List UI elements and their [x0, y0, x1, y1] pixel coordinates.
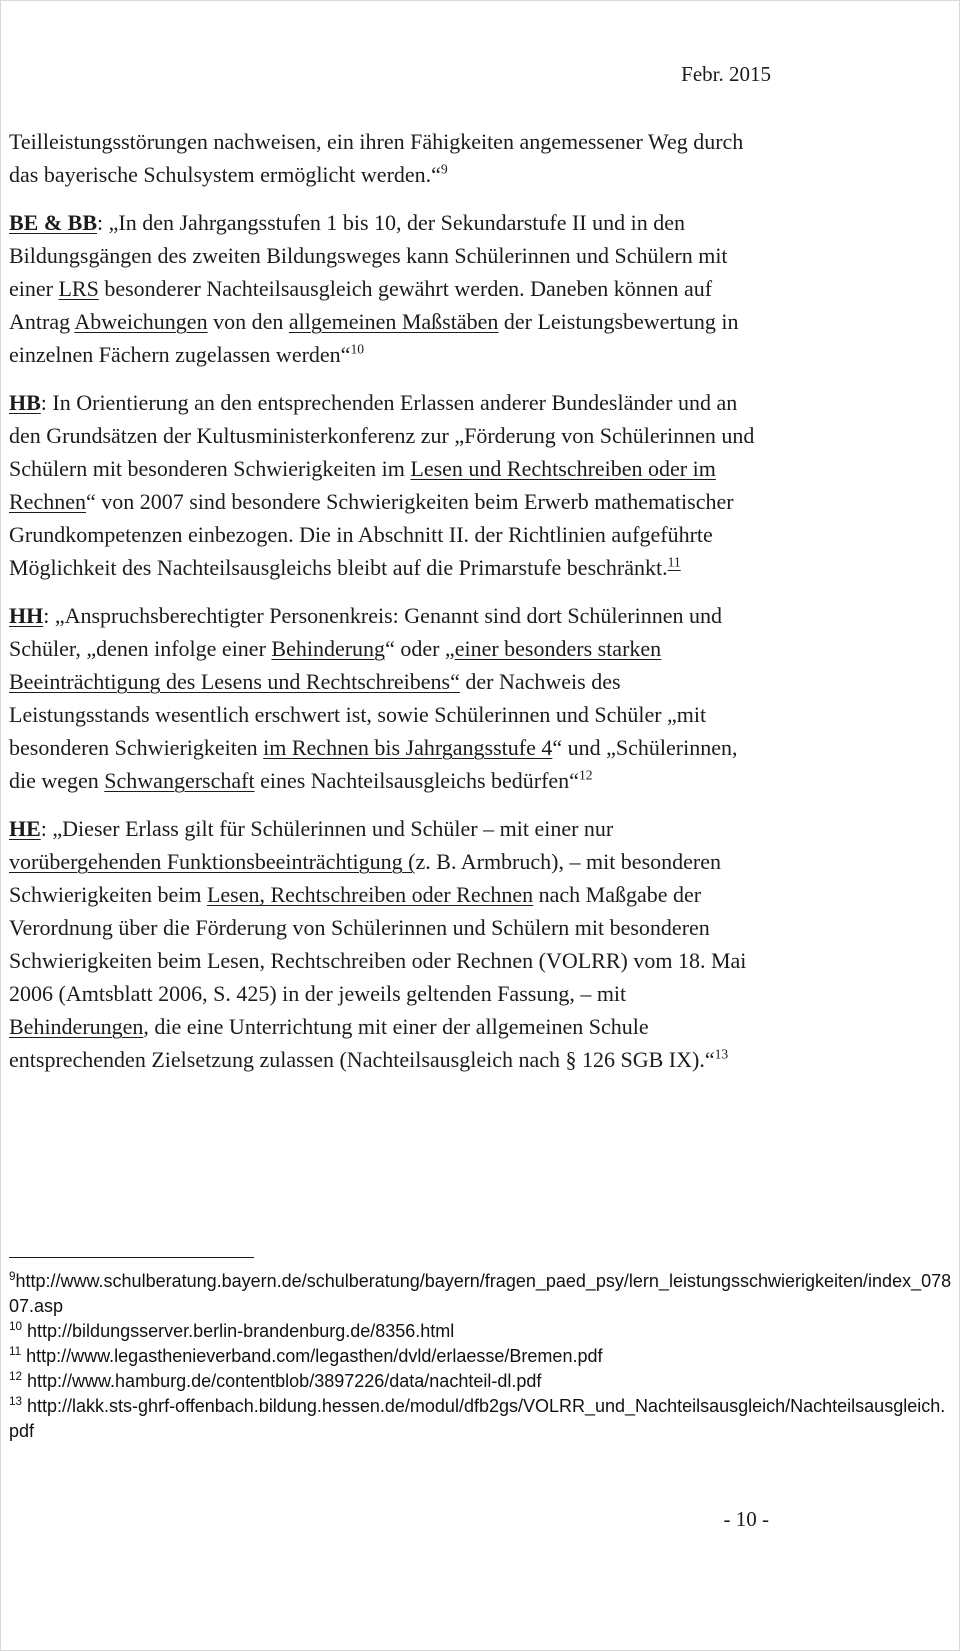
text-segment: eines Nachteilsausgleichs bedürfen“: [254, 768, 579, 793]
text-segment: nach Maßgabe der Verordnung über die Förderung von Schülerinnen und Schülern mit besonderen Schwierigkeiten beim Lesen, Rechtschreiben oder Rechnen (VOLRR) vom 18. Mai 2006 (Amtsblatt 2006, S. 425) in der jeweils geltenden Fassung, – mit: [9, 882, 747, 1006]
footnote-marker: 9: [9, 1270, 16, 1283]
text-segment: , die eine Unterrichtung mit einer der allgemeinen Schule entsprechenden Zielsetzung zulassen (Nachteilsausgleich nach § 126 SGB IX).“: [9, 1014, 715, 1072]
paragraph: [9, 125, 759, 191]
footnote: [9, 1269, 953, 1319]
text-segment: besonderer Nachteilsausgleich gewährt werden. Daneben können auf Antrag: [9, 276, 713, 334]
text-segment: z. B. Armbruch), – mit besonderen Schwierigkeiten beim: [9, 849, 721, 907]
footnote: [9, 1394, 953, 1444]
text-segment: Lesen und Rechtschreiben oder im Rechnen: [9, 456, 716, 514]
text-segment: von den: [207, 309, 289, 334]
text-segment: HE: [9, 816, 41, 841]
text-segment: Abweichungen: [74, 309, 208, 334]
footnote-marker: 10: [9, 1320, 23, 1333]
page-number: - 10 -: [723, 1507, 769, 1531]
paragraph: [9, 599, 759, 797]
text-segment: “ von 2007 sind besondere Schwierigkeiten beim Erwerb mathematischer Grundkompetenzen einbezogen. Die in Abschnitt II. der Richtlinien aufgeführte Möglichkeit des Nachteilsausgleichs bleibt auf die Primarstufe beschränkt.: [9, 489, 734, 580]
footnote-reference: 13: [714, 1046, 729, 1062]
footnote-marker: 13: [9, 1395, 23, 1408]
text-segment: “ oder „: [385, 636, 455, 661]
text-segment: : „Anspruchsberechtigter Personenkreis: Genannt sind dort Schülerinnen und Schüler, „denen infolge einer: [9, 603, 723, 661]
text-segment: Teilleistungsstörungen nachweisen, ein ihren Fähigkeiten angemessener Weg durch das bayerische Schulsystem ermöglicht werden.“: [9, 129, 744, 187]
footnote: [9, 1344, 953, 1369]
footnote-url: http://www.legasthenieverband.com/legasthen/dvld/erlaesse/Bremen.pdf: [21, 1346, 603, 1366]
footnote-url: http://lakk.sts-ghrf-offenbach.bildung.hessen.de/modul/dfb2gs/VOLRR_und_Nachteilsausgleich/Nachteilsausgleich.pdf: [9, 1396, 946, 1441]
footnote-url: http://www.schulberatung.bayern.de/schulberatung/bayern/fragen_paed_psy/lern_leistungsschwierigkeiten/index_07807.asp: [9, 1271, 952, 1316]
date-header: Febr. 2015: [681, 62, 771, 86]
text-segment: BE & BB: [9, 210, 98, 235]
text-segment: LRS: [58, 276, 99, 301]
paragraph: [9, 206, 759, 371]
text-segment: Lesen, Rechtschreiben oder Rechnen: [206, 882, 534, 907]
text-segment: im Rechnen bis Jahrgangsstufe 4: [263, 735, 553, 760]
footnote-separator: [9, 1257, 254, 1258]
paragraph: [9, 812, 759, 1076]
footnotes-list: [9, 1269, 953, 1444]
text-segment: : „Dieser Erlass gilt für Schülerinnen und Schüler – mit einer nur: [40, 816, 614, 841]
text-segment: Behinderungen: [9, 1014, 144, 1039]
text-segment: der Leistungsbewertung in einzelnen Fächern zugelassen werden“: [9, 309, 739, 367]
text-segment: : „In den Jahrgangsstufen 1 bis 10, der Sekundarstufe II und in den Bildungsgängen des zweiten Bildungsweges kann Schülerinnen und Schülern mit einer: [9, 210, 728, 301]
footnote-url: http://www.hamburg.de/contentblob/3897226/data/nachteil-dl.pdf: [22, 1371, 542, 1391]
footnote-marker: 11: [9, 1345, 22, 1358]
footnote-reference: 9: [440, 161, 448, 177]
text-segment: “ und „Schülerinnen, die wegen: [9, 735, 738, 793]
text-segment: Schwangerschaft: [104, 768, 255, 793]
text-segment: Behinderung: [271, 636, 386, 661]
footnote-reference: 10: [350, 341, 365, 357]
document-body: [9, 125, 759, 1091]
text-segment: der Nachweis des Leistungsstands wesentlich erschwert ist, sowie Schülerinnen und Schüler „mit besonderen Schwierigkeiten: [9, 669, 707, 760]
footnote-reference: 12: [578, 767, 593, 783]
footnote: [9, 1319, 953, 1344]
footnote: [9, 1369, 953, 1394]
text-segment: HB: [9, 390, 41, 415]
footnote-marker: 12: [9, 1370, 23, 1383]
text-segment: vorübergehenden Funktionsbeeinträchtigung (: [9, 849, 416, 874]
text-segment: einer besonders starken Beeinträchtigung des Lesens und Rechtschreibens“: [9, 636, 662, 694]
text-segment: : In Orientierung an den entsprechenden Erlassen anderer Bundesländer und an den Grundsätzen der Kultusministerkonferenz zur „Förderung von Schülerinnen und Schülern mit besonderen Schwierigkeiten im: [9, 390, 755, 481]
text-segment: allgemeinen Maßstäben: [288, 309, 499, 334]
footnote-url: http://bildungsserver.berlin-brandenburg.de/8356.html: [22, 1321, 455, 1341]
footnote-reference: 11: [667, 554, 681, 570]
paragraph: [9, 386, 759, 584]
text-segment: HH: [9, 603, 44, 628]
